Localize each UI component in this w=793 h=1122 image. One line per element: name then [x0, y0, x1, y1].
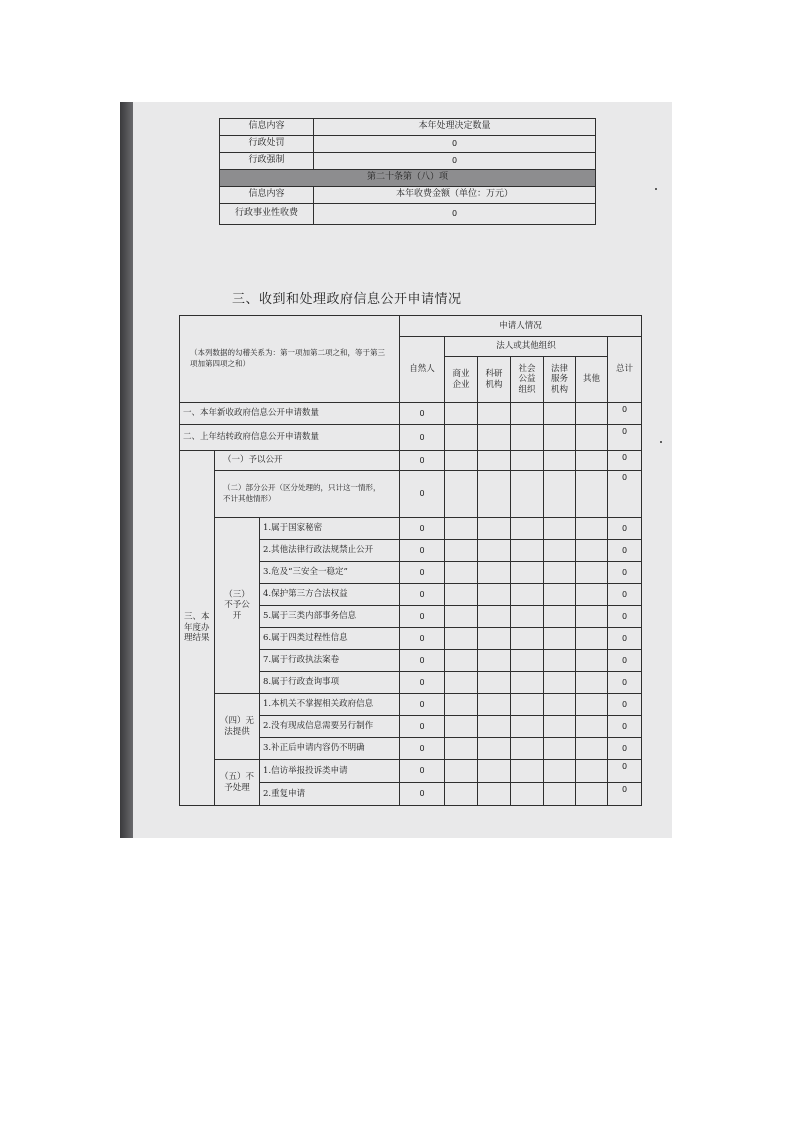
empty-cell [445, 540, 478, 562]
empty-cell [478, 403, 511, 425]
empty-cell [576, 425, 608, 451]
note-cell: （本列数据的勾稽关系为：第一项加第二项之和，等于第三项加第四项之和） [180, 316, 400, 403]
table-row [220, 187, 596, 204]
empty-cell [478, 694, 511, 716]
empty-cell [478, 451, 511, 471]
empty-cell [511, 471, 544, 518]
empty-cell [511, 694, 544, 716]
row-label: （二）部分公开（区分处理的，只计这一情形，不计其他情形） [215, 471, 400, 518]
section-title: 三、收到和处理政府信息公开申请情况 [232, 292, 462, 307]
empty-cell [576, 738, 608, 760]
legal-group-header: 法人或其他组织 [445, 337, 608, 357]
empty-cell [478, 650, 511, 672]
empty-cell [544, 783, 576, 806]
row-label: 1.本机关不掌握相关政府信息 [260, 694, 400, 716]
empty-cell [544, 403, 576, 425]
row-label: 行政处罚 [220, 136, 314, 153]
empty-cell [445, 606, 478, 628]
table-row [220, 153, 596, 170]
natural-person-value: 0 [400, 471, 445, 518]
empty-cell [576, 562, 608, 584]
header-cell: 本年收费金额（单位：万元） [314, 187, 596, 204]
header-cell: 信息内容 [220, 187, 314, 204]
natural-person-value: 0 [400, 403, 445, 425]
empty-cell [478, 540, 511, 562]
col-header-other: 其他 [576, 357, 608, 403]
natural-person-value: 0 [400, 606, 445, 628]
empty-cell [511, 540, 544, 562]
natural-person-value: 0 [400, 628, 445, 650]
empty-cell [478, 716, 511, 738]
total-value: 0 [608, 606, 642, 628]
empty-cell [576, 783, 608, 806]
empty-cell [544, 650, 576, 672]
cannot-provide-group-label: （四）无法提供 [215, 694, 260, 760]
empty-cell [511, 584, 544, 606]
row-label: 2.没有现成信息需要另行制作 [260, 716, 400, 738]
empty-cell [544, 518, 576, 540]
empty-cell [478, 738, 511, 760]
empty-cell [544, 738, 576, 760]
empty-cell [445, 403, 478, 425]
total-value: 0 [608, 738, 642, 760]
not-open-group-label: （三）不予公开 [215, 518, 260, 694]
total-value: 0 [608, 584, 642, 606]
empty-cell [544, 584, 576, 606]
empty-cell [511, 716, 544, 738]
empty-cell [445, 672, 478, 694]
total-value: 0 [608, 628, 642, 650]
empty-cell [445, 716, 478, 738]
row-label: 一、本年新收政府信息公开申请数量 [180, 403, 400, 425]
natural-person-value: 0 [400, 540, 445, 562]
table-row [220, 204, 596, 225]
results-group-label: 三、本年度办理结果 [180, 451, 215, 806]
col-header-business: 商业企业 [445, 357, 478, 403]
total-value: 0 [608, 783, 642, 806]
empty-cell [511, 518, 544, 540]
empty-cell [576, 760, 608, 783]
total-value: 0 [608, 672, 642, 694]
empty-cell [445, 760, 478, 783]
row-label: 二、上年结转政府信息公开申请数量 [180, 425, 400, 451]
natural-person-value: 0 [400, 518, 445, 540]
not-process-group-label: （五）不予处理 [215, 760, 260, 806]
total-value: 0 [608, 562, 642, 584]
natural-person-value: 0 [400, 562, 445, 584]
empty-cell [478, 518, 511, 540]
row-label: 1.信访举报投诉类申请 [260, 760, 400, 783]
empty-cell [576, 584, 608, 606]
total-value: 0 [608, 716, 642, 738]
col-header-public-welfare: 社会公益组织 [511, 357, 544, 403]
empty-cell [544, 606, 576, 628]
col-header-research: 科研机构 [478, 357, 511, 403]
empty-cell [576, 451, 608, 471]
empty-cell [544, 562, 576, 584]
empty-cell [511, 451, 544, 471]
empty-cell [576, 540, 608, 562]
applications-table [179, 315, 642, 806]
empty-cell [478, 562, 511, 584]
empty-cell [511, 425, 544, 451]
table-row [180, 471, 642, 518]
empty-cell [544, 540, 576, 562]
table-row [220, 119, 596, 136]
row-label: 4.保护第三方合法权益 [260, 584, 400, 606]
natural-person-value: 0 [400, 783, 445, 806]
natural-person-header: 自然人 [400, 337, 445, 403]
empty-cell [511, 672, 544, 694]
empty-cell [576, 716, 608, 738]
empty-cell [576, 672, 608, 694]
natural-person-value: 0 [400, 672, 445, 694]
empty-cell [544, 425, 576, 451]
natural-person-value: 0 [400, 584, 445, 606]
total-value: 0 [608, 694, 642, 716]
total-value: 0 [608, 518, 642, 540]
empty-cell [576, 606, 608, 628]
empty-cell [478, 606, 511, 628]
natural-person-value: 0 [400, 650, 445, 672]
empty-cell [576, 628, 608, 650]
empty-cell [445, 628, 478, 650]
empty-cell [478, 783, 511, 806]
total-value: 0 [608, 425, 642, 451]
empty-cell [478, 471, 511, 518]
table-row [220, 170, 596, 187]
empty-cell [478, 628, 511, 650]
empty-cell [544, 628, 576, 650]
table-row [180, 518, 642, 540]
empty-cell [576, 471, 608, 518]
row-label: 5.属于三类内部事务信息 [260, 606, 400, 628]
empty-cell [511, 628, 544, 650]
empty-cell [445, 451, 478, 471]
empty-cell [445, 471, 478, 518]
row-label: 2.其他法律行政法规禁止公开 [260, 540, 400, 562]
empty-cell [445, 518, 478, 540]
empty-cell [544, 760, 576, 783]
empty-cell [511, 760, 544, 783]
value-cell: 0 [314, 136, 596, 153]
empty-cell [445, 694, 478, 716]
fees-penalties-table [219, 118, 596, 225]
total-value: 0 [608, 403, 642, 425]
total-value: 0 [608, 471, 642, 518]
empty-cell [445, 738, 478, 760]
empty-cell [544, 694, 576, 716]
natural-person-value: 0 [400, 716, 445, 738]
row-label: 8.属于行政查询事项 [260, 672, 400, 694]
total-value: 0 [608, 650, 642, 672]
value-cell: 0 [314, 204, 596, 225]
table-row [180, 403, 642, 425]
natural-person-value: 0 [400, 738, 445, 760]
empty-cell [544, 451, 576, 471]
natural-person-value: 0 [400, 760, 445, 783]
empty-cell [511, 738, 544, 760]
table-row [180, 316, 642, 337]
header-cell: 信息内容 [220, 119, 314, 136]
natural-person-value: 0 [400, 425, 445, 451]
row-label: （一）予以公开 [215, 451, 400, 471]
table-row [180, 694, 642, 716]
natural-person-value: 0 [400, 451, 445, 471]
empty-cell [478, 672, 511, 694]
table-row [180, 425, 642, 451]
empty-cell [511, 403, 544, 425]
empty-cell [445, 650, 478, 672]
empty-cell [511, 606, 544, 628]
empty-cell [511, 650, 544, 672]
total-header: 总计 [608, 337, 642, 403]
empty-cell [544, 716, 576, 738]
section-heading-cell: 第二十条第（八）项 [220, 170, 596, 187]
row-label: 3.补正后申请内容仍不明确 [260, 738, 400, 760]
empty-cell [576, 403, 608, 425]
empty-cell [576, 518, 608, 540]
empty-cell [511, 562, 544, 584]
empty-cell [478, 425, 511, 451]
row-label: 2.重复申请 [260, 783, 400, 806]
value-cell: 0 [314, 153, 596, 170]
applicant-header: 申请人情况 [400, 316, 642, 337]
empty-cell [576, 694, 608, 716]
empty-cell [445, 562, 478, 584]
empty-cell [478, 584, 511, 606]
table-row [180, 451, 642, 471]
natural-person-value: 0 [400, 694, 445, 716]
speck [655, 188, 657, 190]
table-row [180, 760, 642, 783]
header-cell: 本年处理决定数量 [314, 119, 596, 136]
table-row [220, 136, 596, 153]
empty-cell [544, 471, 576, 518]
row-label: 6.属于四类过程性信息 [260, 628, 400, 650]
empty-cell [445, 425, 478, 451]
empty-cell [445, 783, 478, 806]
empty-cell [445, 584, 478, 606]
row-label: 行政强制 [220, 153, 314, 170]
row-label: 行政事业性收费 [220, 204, 314, 225]
speck [660, 441, 662, 443]
empty-cell [544, 672, 576, 694]
row-label: 7.属于行政执法案卷 [260, 650, 400, 672]
empty-cell [511, 783, 544, 806]
binding-shadow [120, 102, 133, 838]
col-header-legal-service: 法律服务机构 [544, 357, 576, 403]
empty-cell [576, 650, 608, 672]
row-label: 1.属于国家秘密 [260, 518, 400, 540]
total-value: 0 [608, 540, 642, 562]
empty-cell [478, 760, 511, 783]
row-label: 3.危及“三安全一稳定” [260, 562, 400, 584]
total-value: 0 [608, 760, 642, 783]
total-value: 0 [608, 451, 642, 471]
